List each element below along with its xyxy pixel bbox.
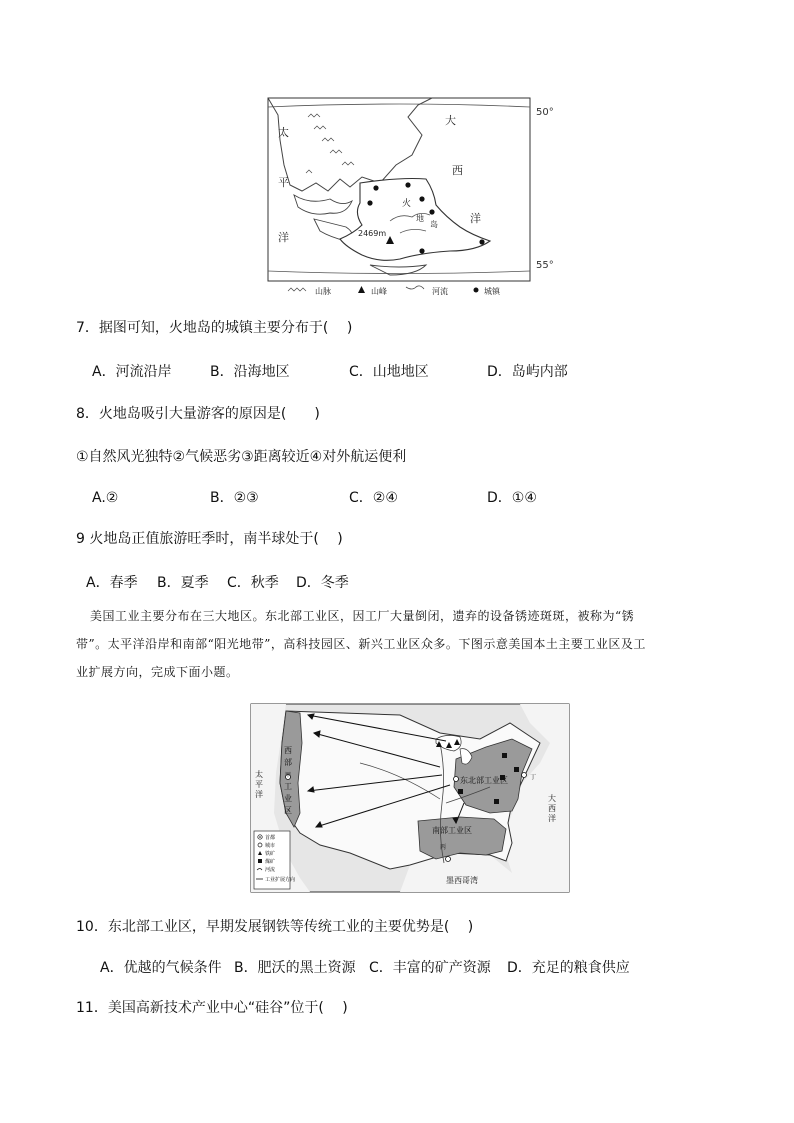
question-10-option-a[interactable]: A．优越的气候条件 — [100, 960, 222, 976]
city-northeast — [454, 777, 459, 782]
question-9-option-c[interactable]: C．秋季 — [227, 575, 279, 591]
island-label-3: 岛 — [430, 220, 438, 229]
atlantic-label-3: 洋 — [548, 814, 556, 823]
west-region-label-2: 部 — [284, 758, 292, 767]
pacific-label-3: 洋 — [255, 790, 263, 799]
question-10-stem: 10．东北部工业区，早期发展钢铁等传统工业的主要优势是( ) — [76, 919, 474, 935]
pacific-label-2: 平 — [278, 176, 289, 189]
city-bing — [446, 857, 451, 862]
latitude-label-50: 50° — [536, 107, 554, 118]
question-8-option-a[interactable]: A.② — [92, 490, 119, 506]
pacific-label-2: 平 — [255, 780, 263, 789]
atlantic-label-2: 西 — [452, 164, 463, 177]
city-ding — [522, 773, 527, 778]
gulf-label: 墨西哥湾 — [446, 876, 478, 885]
city-bing-label: 丙 — [440, 844, 447, 851]
city-ding-label: 丁 — [530, 774, 537, 781]
pacific-label-1: 太 — [255, 770, 263, 779]
question-8-items: ①自然风光独特②气候恶劣③距离较近④对外航运便利 — [76, 449, 407, 465]
coal-mine-2 — [514, 767, 519, 772]
tierra-del-fuego-map — [250, 95, 560, 300]
legend-mountain-icon — [288, 288, 306, 291]
island-label-1: 火 — [402, 199, 412, 209]
legend-town-label: 城镇 — [484, 287, 500, 296]
west-region-label-4: 业 — [284, 794, 292, 803]
question-10-option-b[interactable]: B．肥沃的黑土资源 — [234, 960, 356, 976]
question-10-option-d[interactable]: D．充足的粮食供应 — [507, 960, 630, 976]
question-7-option-d[interactable]: D．岛屿内部 — [487, 364, 568, 380]
map2-legend — [254, 831, 295, 889]
latitude-label-55: 55° — [536, 260, 554, 271]
city-jia-label: 甲 — [285, 772, 292, 779]
question-7-option-c[interactable]: C．山地地区 — [349, 364, 429, 380]
atlantic-label-3: 洋 — [470, 212, 481, 225]
legend-town-icon — [474, 288, 479, 293]
legend-peak-label: 山峰 — [371, 287, 387, 296]
legend-coal-label: 煤矿 — [265, 859, 276, 865]
us-industry-map — [250, 703, 570, 893]
question-7-stem: 7．据图可知，火地岛的城镇主要分布于( ) — [76, 320, 353, 336]
pacific-label-3: 洋 — [278, 231, 289, 244]
atlantic-label-1: 大 — [445, 114, 456, 127]
coal-mine-5 — [494, 799, 499, 804]
legend-river-icon — [406, 286, 424, 289]
legend-capital-dot — [259, 836, 261, 838]
legend-arrow-label: 工业扩展方向 — [265, 877, 296, 883]
south-region-label: 南部工业区 — [432, 826, 472, 835]
west-region-label-1: 西 — [284, 746, 292, 755]
question-8-option-b[interactable]: B．②③ — [210, 490, 259, 506]
question-9-option-b[interactable]: B．夏季 — [157, 575, 209, 591]
legend-peak-icon — [358, 286, 365, 293]
coal-mine-1 — [502, 753, 507, 758]
island-label-2: 地 — [416, 214, 424, 223]
coal-mine-4 — [458, 789, 463, 794]
south-industrial-region — [418, 817, 506, 859]
legend-city-icon — [258, 843, 262, 847]
west-region-label-3: 工 — [284, 782, 292, 791]
tierra-del-fuego-map-svg — [250, 95, 560, 300]
question-8-stem: 8．火地岛吸引大量游客的原因是( ) — [76, 406, 320, 422]
passage-line-3: 业扩展方向，完成下面小题。 — [76, 665, 239, 679]
atlantic-label-2: 西 — [548, 804, 556, 813]
map1-legend — [288, 286, 501, 296]
question-10-option-c[interactable]: C．丰富的矿产资源 — [369, 960, 491, 976]
question-9-stem: 9 火地岛正值旅游旺季时，南半球处于( ) — [76, 531, 343, 547]
question-9-option-d[interactable]: D．冬季 — [296, 575, 349, 591]
question-7-option-a[interactable]: A．河流沿岸 — [92, 364, 172, 380]
west-region-label-5: 区 — [284, 806, 292, 815]
legend-capital-label: 首都 — [265, 835, 276, 841]
passage-line-1: 美国工业主要分布在三大地区。东北部工业区，因工厂大量倒闭，遗弃的设备锈迹斑斑，被称为“锈 — [90, 609, 635, 623]
pacific-label-1: 太 — [278, 126, 289, 139]
legend-river-label: 河流 — [265, 867, 276, 873]
legend-city-label: 城市 — [265, 843, 276, 849]
passage-line-2: 带”。太平洋沿岸和南部“阳光地带”，高科技园区、新兴工业区众多。下图示意美国本土主要工业区及工 — [76, 637, 646, 651]
legend-mountain-label: 山脉 — [315, 287, 331, 296]
legend-iron-label: 铁矿 — [265, 851, 276, 857]
legend-coal-icon — [258, 859, 262, 863]
legend-river-label: 河流 — [432, 287, 448, 296]
peak-elevation-label: 2469m — [358, 229, 387, 238]
question-7-option-b[interactable]: B．沿海地区 — [210, 364, 290, 380]
question-8-option-c[interactable]: C．②④ — [349, 490, 398, 506]
question-11-stem: 11．美国高新技术产业中心“硅谷”位于( ) — [76, 1000, 348, 1016]
us-industry-map-svg — [250, 703, 570, 893]
question-8-option-d[interactable]: D．①④ — [487, 490, 537, 506]
question-9-option-a[interactable]: A．春季 — [86, 575, 138, 591]
atlantic-label-1: 大 — [548, 794, 556, 803]
northeast-region-label: 东北部工业区 — [460, 776, 508, 785]
